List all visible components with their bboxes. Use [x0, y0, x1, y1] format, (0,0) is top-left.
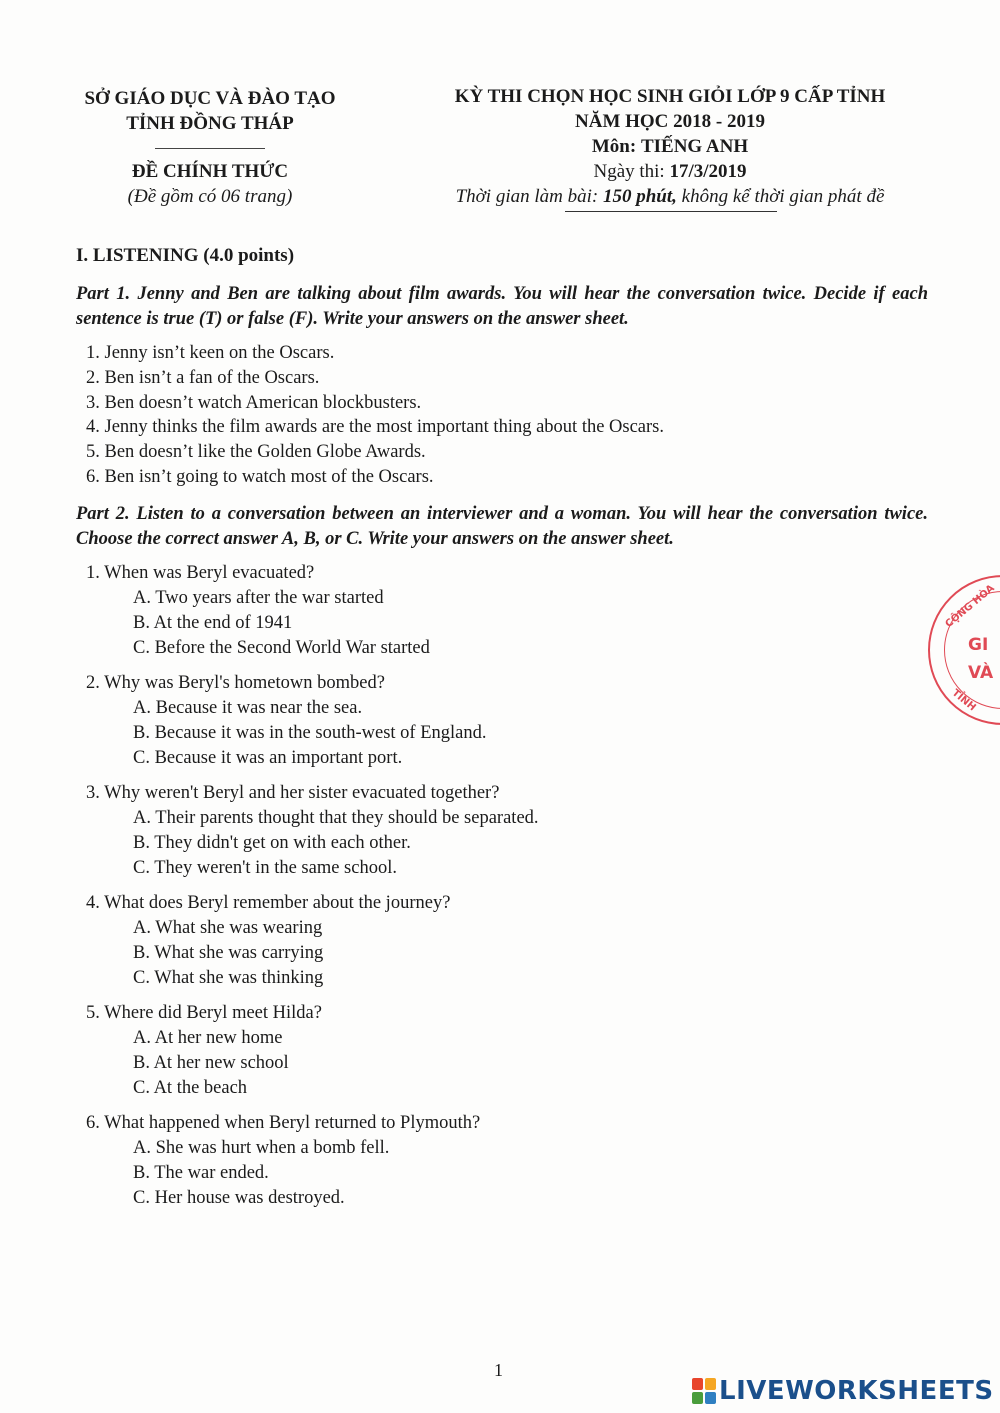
- liveworksheets-logo: [692, 1376, 994, 1406]
- header-right: [405, 84, 935, 209]
- page-count-note: (Đề gồm có 06 trang): [127, 186, 293, 207]
- page-number: 1: [494, 1360, 503, 1380]
- question-text: 4. What does Beryl remember about the journey?: [86, 893, 451, 913]
- option-a: A. She was hurt when a bomb fell.: [133, 1138, 390, 1158]
- section-title: I. LISTENING (4.0 points): [76, 245, 295, 266]
- exam-date-line: [405, 159, 935, 184]
- question-block: [86, 671, 906, 771]
- subject-label: Môn:: [591, 136, 637, 157]
- school-year: NĂM HỌC 2018 - 2019: [575, 111, 765, 132]
- exam-date-value: 17/3/2019: [669, 161, 747, 182]
- list-item: 3. Ben doesn’t watch American blockbusters.: [86, 392, 422, 413]
- list-item: 6. Ben isn’t going to watch most of the Oscars.: [86, 466, 434, 487]
- option-c: C. Her house was destroyed.: [133, 1188, 345, 1208]
- option-a: A. Two years after the war started: [133, 588, 384, 608]
- option-c: C. Because it was an important port.: [133, 748, 403, 768]
- option-c: C. Before the Second World War started: [133, 638, 430, 658]
- option-b: B. Because it was in the south-west of England.: [133, 723, 487, 743]
- question-block: [86, 891, 906, 991]
- question-text: 3. Why weren't Beryl and her sister evacuated together?: [86, 783, 500, 803]
- option-b: B. At the end of 1941: [133, 613, 293, 633]
- question-block: [86, 561, 906, 661]
- list-item: 5. Ben doesn’t like the Golden Globe Awards.: [86, 442, 426, 463]
- option-a: A. What she was wearing: [133, 918, 323, 938]
- part2-instruction: Part 2. Listen to a conversation between an interviewer and a woman. You will hear the conversation twice. Choose the correct answer A, B, or C. Write your answers on the answer sheet.: [76, 504, 928, 549]
- exam-title: KỲ THI CHỌN HỌC SINH GIỎI LỚP 9 CẤP TỈNH: [454, 86, 886, 107]
- option-b: B. The war ended.: [133, 1163, 269, 1183]
- list-item: 2. Ben isn’t a fan of the Oscars.: [86, 367, 320, 388]
- time-limit-label: Thời gian làm bài:: [455, 186, 599, 207]
- question-text: 1. When was Beryl evacuated?: [86, 563, 315, 583]
- time-limit-value: 150 phút,: [602, 186, 677, 207]
- part1-instruction: Part 1. Jenny and Ben are talking about film awards. You will hear the conversation twice. Decide if each sentence is true (T) or false (F). Write your answers on the answer sheet.: [76, 284, 928, 329]
- list-item: 1. Jenny isn’t keen on the Oscars.: [86, 343, 335, 363]
- list-item: 4. Jenny thinks the film awards are the most important thing about the Oscars.: [86, 417, 665, 438]
- province-name: TỈNH ĐỒNG THÁP: [126, 113, 294, 134]
- header-left: [60, 86, 360, 209]
- time-limit-note: không kể thời gian phát đề: [681, 186, 885, 207]
- question-block: [86, 1111, 906, 1211]
- liveworksheets-logo-icon: [692, 1378, 716, 1404]
- subject-line: [405, 134, 935, 159]
- option-c: C. At the beach: [133, 1078, 248, 1098]
- question-text: 5. Where did Beryl meet Hilda?: [86, 1003, 322, 1023]
- header-right-divider: [565, 211, 777, 212]
- part1-list: [86, 341, 906, 490]
- time-limit-line: [405, 184, 935, 209]
- question-block: [86, 1001, 906, 1101]
- header-left-divider: [155, 148, 265, 149]
- question-text: 6. What happened when Beryl returned to Plymouth?: [86, 1113, 481, 1133]
- option-b: B. What she was carrying: [133, 943, 324, 963]
- option-a: A. Their parents thought that they should be separated.: [133, 808, 539, 828]
- option-b: B. They didn't get on with each other.: [133, 833, 411, 853]
- department-name: SỞ GIÁO DỤC VÀ ĐÀO TẠO: [84, 88, 336, 109]
- part2-questions: [86, 561, 906, 1211]
- liveworksheets-logo-text: LIVEWORKSHEETS: [719, 1376, 994, 1406]
- option-a: A. Because it was near the sea.: [133, 698, 363, 718]
- option-b: B. At her new school: [133, 1053, 289, 1073]
- question-text: 2. Why was Beryl's hometown bombed?: [86, 673, 385, 693]
- question-block: [86, 781, 906, 881]
- option-a: A. At her new home: [133, 1028, 283, 1048]
- exam-date-label: Ngày thi:: [593, 161, 665, 182]
- option-c: C. What she was thinking: [133, 968, 324, 988]
- subject-value: TIẾNG ANH: [640, 136, 749, 157]
- option-c: C. They weren't in the same school.: [133, 858, 397, 878]
- official-seal-stamp: CỘNG HÒA GI VÀ TỈNH: [928, 575, 1000, 725]
- official-exam-label: ĐỀ CHÍNH THỨC: [131, 161, 289, 182]
